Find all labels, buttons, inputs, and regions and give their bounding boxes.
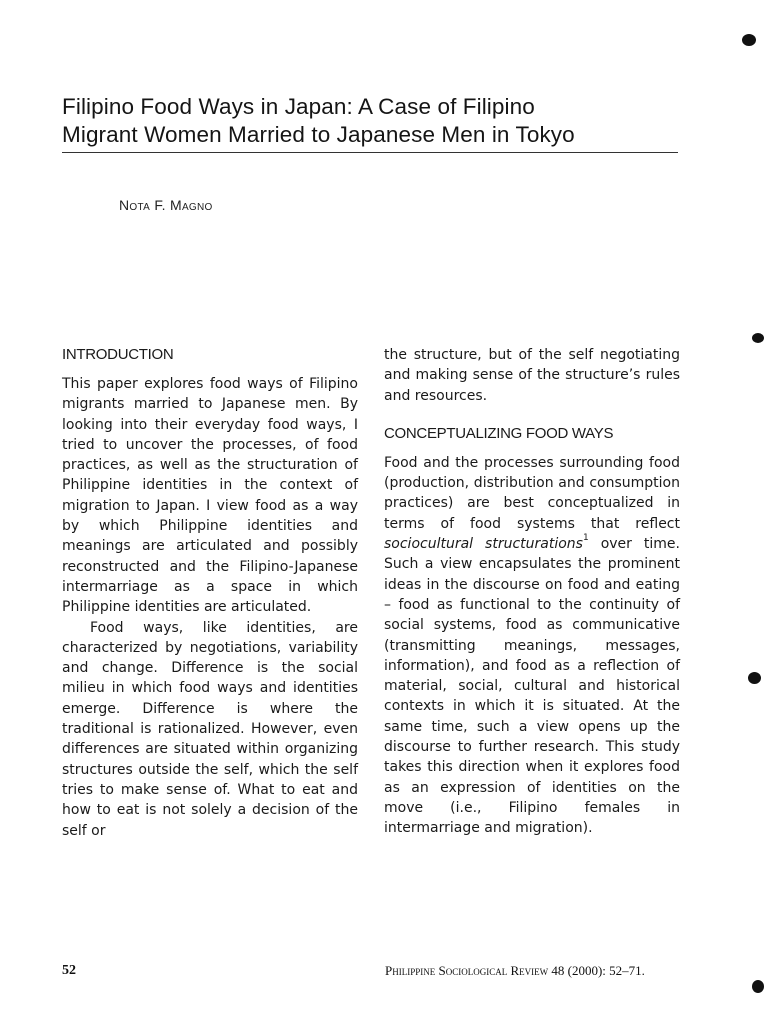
section-heading-introduction: INTRODUCTION xyxy=(62,346,174,363)
italic-term: sociocultural structurations xyxy=(384,536,583,553)
title-divider xyxy=(62,152,678,153)
article-title xyxy=(62,93,682,149)
volume-info: 48 (2000): 52–71. xyxy=(548,963,645,978)
intro-paragraph-2-continued: the structure, but of the self negotiating and making sense of the structure’s rules and resources. xyxy=(384,347,680,404)
scan-artifact-mark xyxy=(748,672,761,684)
right-column xyxy=(384,345,680,839)
author-name: Nota F. Magno xyxy=(119,197,213,213)
journal-citation xyxy=(385,963,645,979)
scan-artifact-mark xyxy=(752,980,764,993)
title-line-2: Migrant Women Married to Japanese Men in Tokyo xyxy=(62,122,575,147)
conceptualizing-paragraph xyxy=(384,453,680,839)
text-before-italic: Food and the processes surrounding food (production, distribution and consumption practices) are best conceptualized in terms of food systems that reflect xyxy=(384,454,680,532)
intro-paragraph-2: Food ways, like identities, are characterized by negotiations, variability and change. Difference is the social milieu in which food ways and identities emerge. Difference is where the traditional is rationalized. However, even differences are situated within organizing structures outside the self, which the self tries to make sense of. What to eat and how to eat is not solely a decision of the self or xyxy=(62,619,358,839)
journal-name: Philippine Sociological Review xyxy=(385,963,549,978)
section-heading-conceptualizing: CONCEPTUALIZING FOOD WAYS xyxy=(384,424,614,442)
scan-artifact-mark xyxy=(742,34,756,46)
intro-paragraph-1: This paper explores food ways of Filipino migrants married to Japanese men. By looking into their everyday food ways, I tried to uncover the processes, of food practices, as well as the structuration of Philippine identities in the context of migration to Japan. I view food as a way by which Philippine identities and meanings are articulated and possibly reconstructed and the Filipino-Japanese intermarriage as a space in which Philippine identities are articulated. xyxy=(62,376,358,616)
scan-artifact-mark xyxy=(752,333,764,343)
page-number: 52 xyxy=(62,963,76,978)
title-line-1: Filipino Food Ways in Japan: A Case of Filipino xyxy=(62,94,535,119)
footnote-mark[interactable]: 1 xyxy=(582,533,589,544)
text-after-italic: over time. Such a view encapsulates the prominent ideas in the discourse on food and eating – food as functional to the continuity of social systems, food as communicative (transmitting meanings, messages, information), and food as a reflection of material, social, cultural and historical contexts in which it is situated. At the same time, such a view opens up the discourse to further research. This study takes this direction when it explores food as an expression of identities on the move (i.e., Filipino females in intermarriage and migration). xyxy=(384,536,680,837)
left-column xyxy=(62,345,358,841)
